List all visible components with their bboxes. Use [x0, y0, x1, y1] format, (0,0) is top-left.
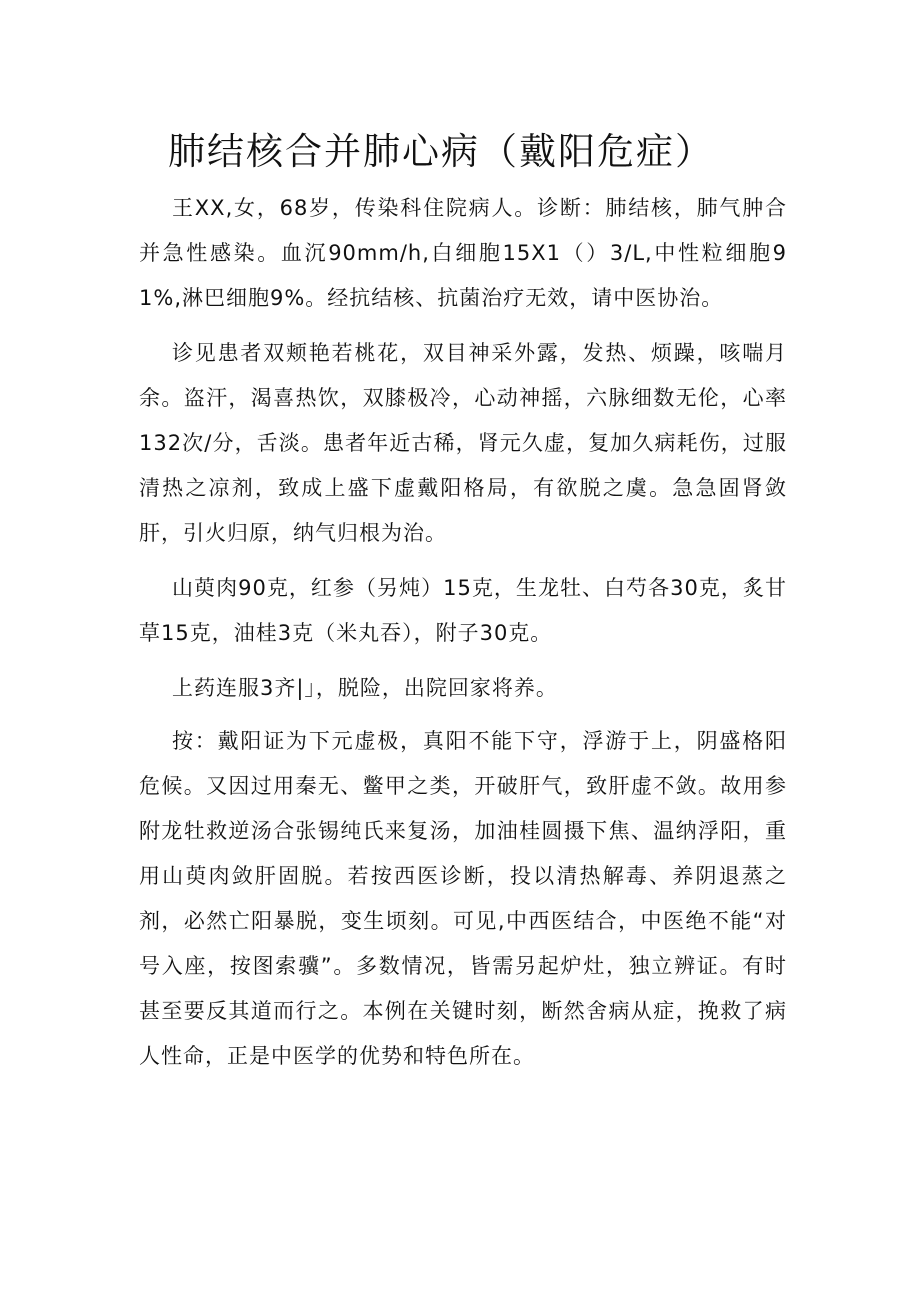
paragraph-prescription: 山萸肉90克，红参（另炖）15克，生龙牡、白芍各30克，炙甘草15克，油桂3克（米丸吞），附子30克。 — [139, 576, 787, 645]
paragraph-examination: 诊见患者双颊艳若桃花，双目神采外露，发热、烦躁，咳喘月余。盗汗，渴喜热饮，双膝极冷，心动神摇，六脉细数无伦，心率132次/分，舌淡。患者年近古稀，肾元久虚，复加久病耗伤，过服清热之凉剂，致成上盛下虚戴阳格局，有欲脱之虞。急急固肾敛肝，引火归原，纳气归根为治。 — [139, 341, 787, 545]
document-title: 肺结核合并肺心病（戴阳危症） — [168, 130, 714, 173]
paragraph-commentary: 按：戴阳证为下元虚极，真阳不能下守，浮游于上，阴盛格阳危候。又因过用秦无、鳖甲之类，开破肝气，致肝虚不敛。故用参附龙牡救逆汤合张锡纯氏来复汤，加油桂圆摄下焦、温纳浮阳，重用山萸肉敛肝固脱。若按西医诊断，投以清热解毒、养阴退蒸之剂，必然亡阳暴脱，变生顷刻。可见,中西医结合，中医绝不能“对号入座，按图索骥”。多数情况，皆需另起炉灶，独立辨证。有时甚至要反其道而行之。本例在关键时刻，断然舍病从症，挽救了病人性命，正是中医学的优势和特色所在。 — [139, 729, 787, 1068]
paragraph-outcome: 上药连服3齐|」，脱险，出院回家将养。 — [172, 676, 558, 700]
paragraph-case-summary: 王XX,女，68岁，传染科住院病人。诊断：肺结核，肺气肿合并急性感染。血沉90mm/h,白细胞15X1（）3/L,中性粒细胞91%,淋巴细胞9%。经抗结核、抗菌治疗无效，请中医协治。 — [139, 196, 787, 310]
document-body — [139, 186, 787, 1089]
